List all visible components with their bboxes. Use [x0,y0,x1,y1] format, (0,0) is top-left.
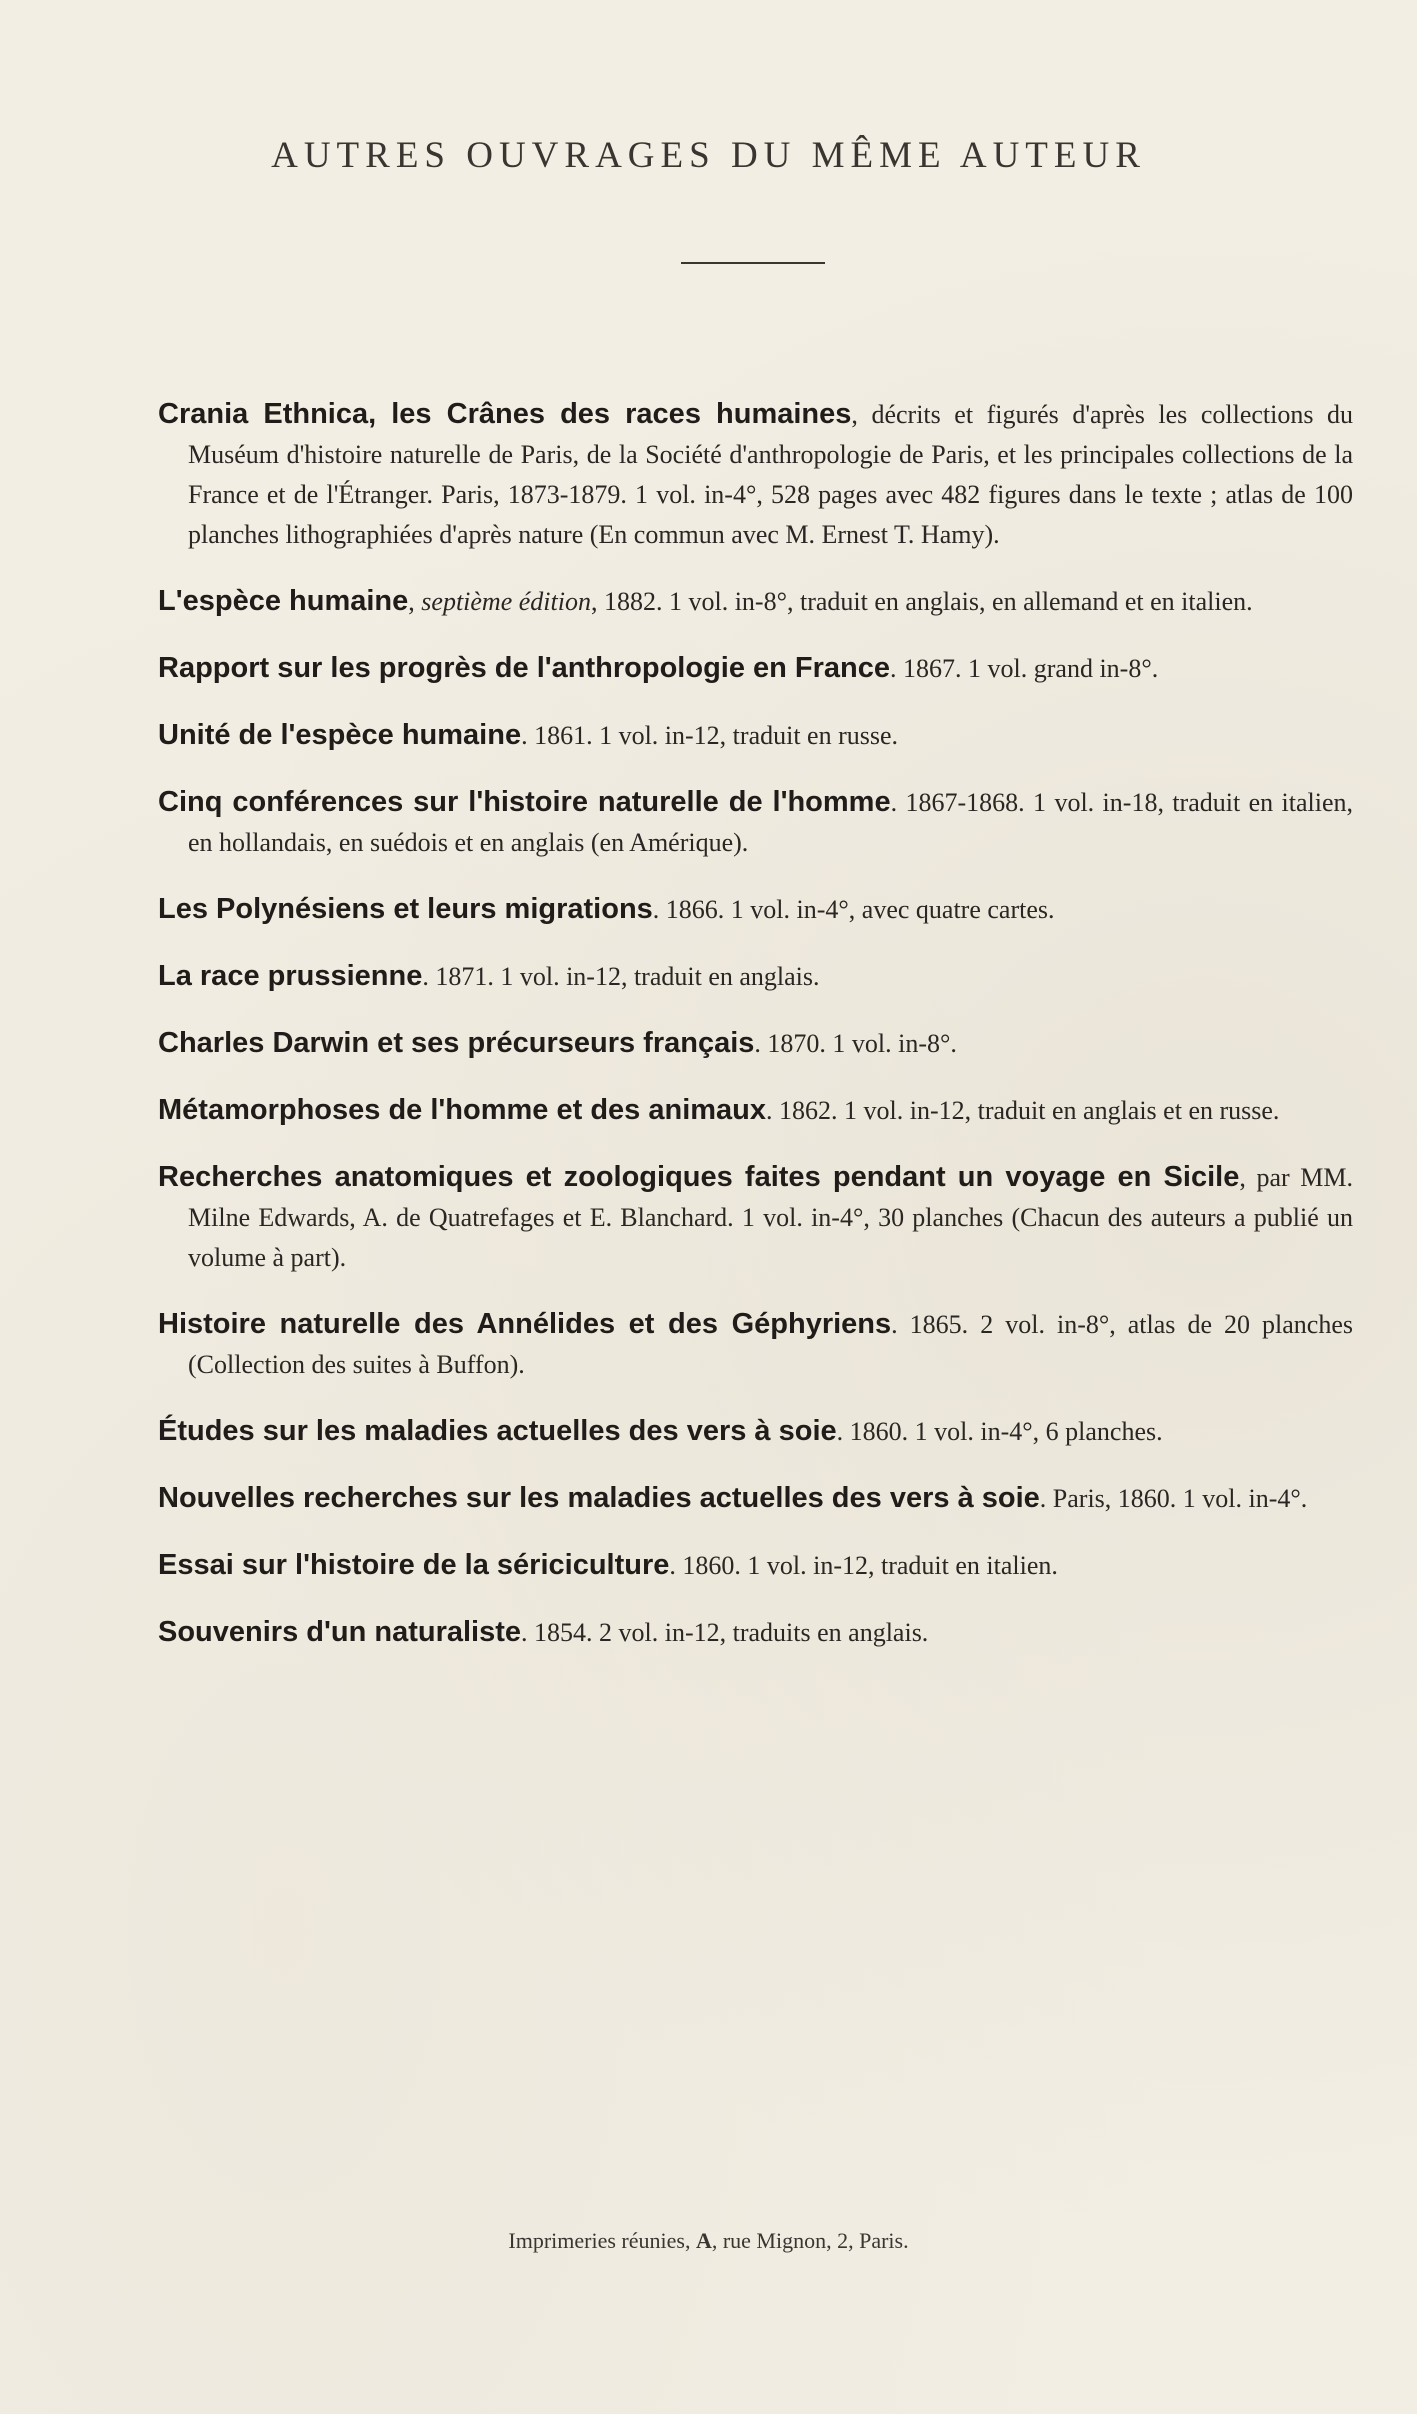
bibliography-entry [158,1478,1353,1519]
bibliography-entry [158,889,1353,930]
entry-title: Études sur les maladies actuelles des vers à soie [158,1415,837,1447]
entry-text: . 1860. 1 vol. in-4°, 6 planches. [836,1417,1163,1446]
entry-title: Rapport sur les progrès de l'anthropologie en France [158,652,891,684]
bibliography-entry [158,782,1353,863]
entry-text: , par MM. Milne Edwards, A. de Quatrefages et E. Blanchard. 1 vol. in-4°, 30 planches (Chacun des auteurs a publié un volume à part). [188,1163,1353,1272]
bibliography-entry [158,1545,1353,1586]
bibliography-entry [158,648,1353,689]
entry-title: Histoire naturelle des Annélides et des Géphyriens [158,1308,892,1340]
bibliography-entry [158,956,1353,997]
entry-title: Souvenirs d'un naturaliste [158,1616,522,1648]
entry-text: . 1860. 1 vol. in-12, traduit en italien. [669,1551,1058,1580]
bibliography-entry [158,1090,1353,1131]
entry-title: Charles Darwin et ses précurseurs français [158,1027,755,1059]
entry-title: La race prussienne [158,960,423,992]
bibliography-list [158,368,1353,1679]
entry-text: . 1871. 1 vol. in-12, traduit en anglais. [422,962,820,991]
entry-title: Recherches anatomiques et zoologiques faites pendant un voyage en Sicile [158,1161,1240,1193]
entry-text: . 1854. 2 vol. in-12, traduits en anglais. [521,1618,929,1647]
bibliography-entry [158,1304,1353,1385]
imprint-text: , rue Mignon, 2, Paris. [711,2228,909,2253]
bibliography-entry [158,1157,1353,1278]
entry-title: Métamorphoses de l'homme et des animaux [158,1094,767,1126]
entry-text: . 1867. 1 vol. grand in-8°. [890,654,1159,683]
entry-title: Cinq conférences sur l'histoire naturelle de l'homme [158,786,891,818]
heading-rule [681,262,825,264]
entry-text: , 1882. 1 vol. in-8°, traduit en anglais, en allemand et en italien. [590,587,1253,616]
entry-title: Les Polynésiens et leurs migrations [158,893,653,925]
entry-text: . 1867-1868. 1 vol. in-18, traduit en italien, en hollandais, en suédois et en anglais (en Amérique). [188,788,1353,857]
bibliography-entry [158,394,1353,555]
entry-text: . 1862. 1 vol. in-12, traduit en anglais et en russe. [766,1096,1280,1125]
entry-text: . Paris, 1860. 1 vol. in-4°. [1039,1484,1308,1513]
entry-title: Unité de l'espèce humaine [158,719,522,751]
imprint-bold: A [695,2228,712,2253]
entry-text: . 1866. 1 vol. in-4°, avec quatre cartes. [652,895,1055,924]
entry-title: Crania Ethnica, les Crânes des races humaines [158,398,852,430]
entry-title: Nouvelles recherches sur les maladies actuelles des vers à soie [158,1482,1040,1514]
page-heading: AUTRES OUVRAGES DU MÊME AUTEUR [271,135,1146,176]
entry-text: , décrits et figurés d'après les collections du Muséum d'histoire naturelle de Paris, de la Société d'anthropologie de Paris, et les principales collections de la France et de l'Étranger. Paris, 1873-1879. 1 vol. in-4°, 528 pages avec 482 figures dans le texte ; atlas de 100 planches lithographiées d'après nature (En commun avec M. Ernest T. Hamy). [188,400,1354,549]
bibliography-entry [158,1612,1353,1653]
entry-text: . 1870. 1 vol. in-8°. [754,1029,957,1058]
printer-imprint [0,2228,1417,2254]
bibliography-entry: L'espèce humaine, septième édition, 1882. 1 vol. in-8°, traduit en anglais, en allemand et en italien. [158,585,1253,617]
entry-text: . 1861. 1 vol. in-12, traduit en russe. [521,721,899,750]
entry-title: Essai sur l'histoire de la sériciculture [158,1549,670,1581]
entry-edition: septième édition [421,587,591,616]
bibliography-entry [158,1023,1353,1064]
entry-text: . 1865. 2 vol. in-8°, atlas de 20 planches (Collection des suites à Buffon). [188,1310,1353,1379]
bibliography-entry [158,715,1353,756]
bibliography-entry [158,1411,1353,1452]
imprint-text: Imprimeries réunies, [508,2228,696,2253]
entry-title: L'espèce humaine [158,585,409,617]
